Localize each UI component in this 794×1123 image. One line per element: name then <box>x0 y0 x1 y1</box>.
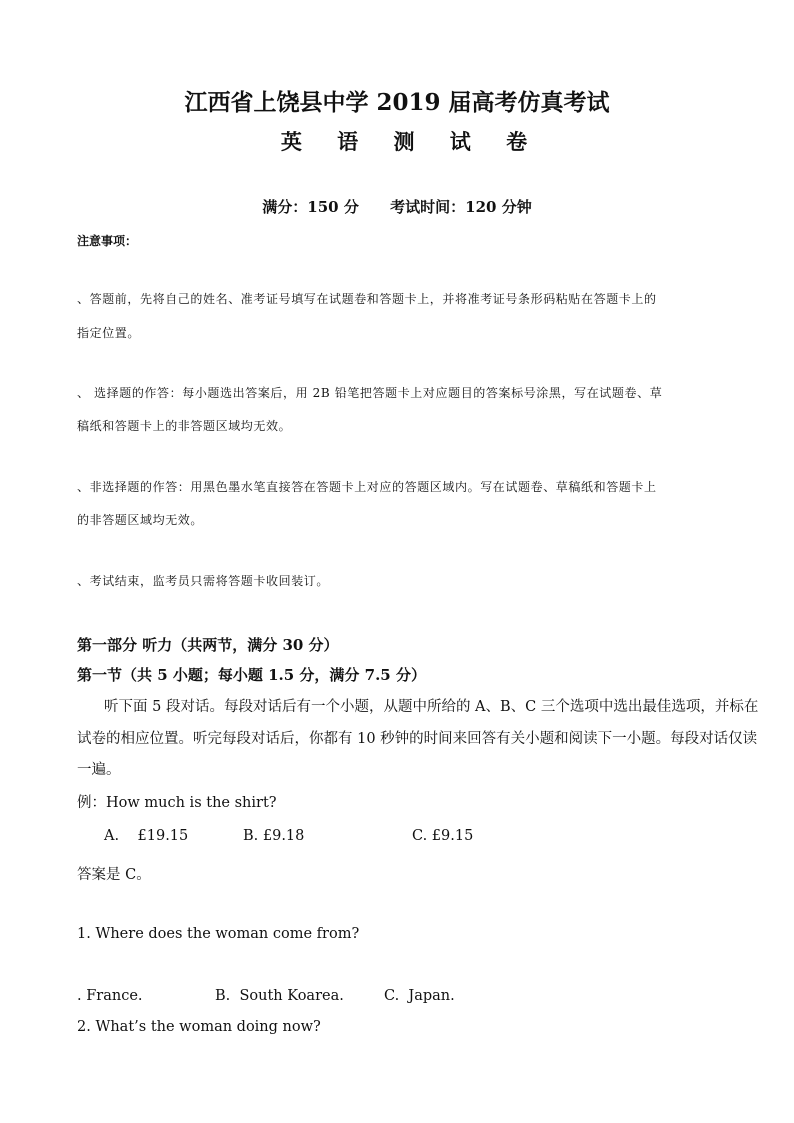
question-1-option-c: C. Japan. <box>384 988 455 1004</box>
notice-item-1-cont: 指定位置。 <box>77 326 141 340</box>
question-1: 1. Where does the woman come from? <box>77 926 360 942</box>
exam-title: 江西省上饶县中学 2019 届高考仿真考试 <box>184 89 610 116</box>
notice-item-3: 、非选择题的作答：用黑色墨水笔直接答在答题卡上对应的答题区域内。写在试题卷、草稿纸和答题卡上 <box>77 480 657 494</box>
notice-item-3-cont: 的非答题区域均无效。 <box>77 513 204 527</box>
section1-heading: 第一节（共 5 小题；每小题 1.5 分，满分 7.5 分） <box>77 666 426 684</box>
question-1-option-b: B. South Koarea. <box>215 988 344 1004</box>
instructions-line-1: 听下面 5 段对话。每段对话后有一个小题，从题中所给的 A、B、C 三个选项中选出最佳选项，并标在 <box>104 699 759 715</box>
notice-item-1: 、答题前，先将自己的姓名、准考证号填写在试题卷和答题卡上，并将准考证号条形码粘贴在答题卡上的 <box>77 292 657 306</box>
notice-item-2-cont: 稿纸和答题卡上的非答题区域均无效。 <box>77 419 292 433</box>
example-option-b: B. £9.18 <box>243 828 305 844</box>
example-question: 例：How much is the shirt? <box>77 795 277 811</box>
instructions-line-2: 试卷的相应位置。听完每段对话后，你都有 10 秒钟的时间来回答有关小题和阅读下一小题。每段对话仅读 <box>77 731 758 747</box>
notice-heading: 注意事项： <box>77 234 138 248</box>
example-answer: 答案是 C。 <box>77 867 151 883</box>
notice-item-4: 、考试结束，监考员只需将答题卡收回装订。 <box>77 574 330 588</box>
instructions-line-3: 一遍。 <box>77 762 121 778</box>
part1-heading: 第一部分 听力（共两节，满分 30 分） <box>77 636 339 654</box>
notice-item-2: 、 选择题的作答：每小题选出答案后，用 2B 铅笔把答题卡上对应题目的答案标号涂黑，写在试题卷、草 <box>77 386 663 400</box>
score-time-line: 满分：150 分 考试时间：120 分钟 <box>262 198 532 216</box>
question-1-option-a: . France. <box>77 988 143 1004</box>
example-option-c: C. £9.15 <box>412 828 474 844</box>
exam-subtitle: 英 语 测 试 卷 <box>280 129 542 154</box>
example-option-a: A. £19.15 <box>104 828 189 844</box>
question-2: 2. What’s the woman doing now? <box>77 1019 321 1035</box>
